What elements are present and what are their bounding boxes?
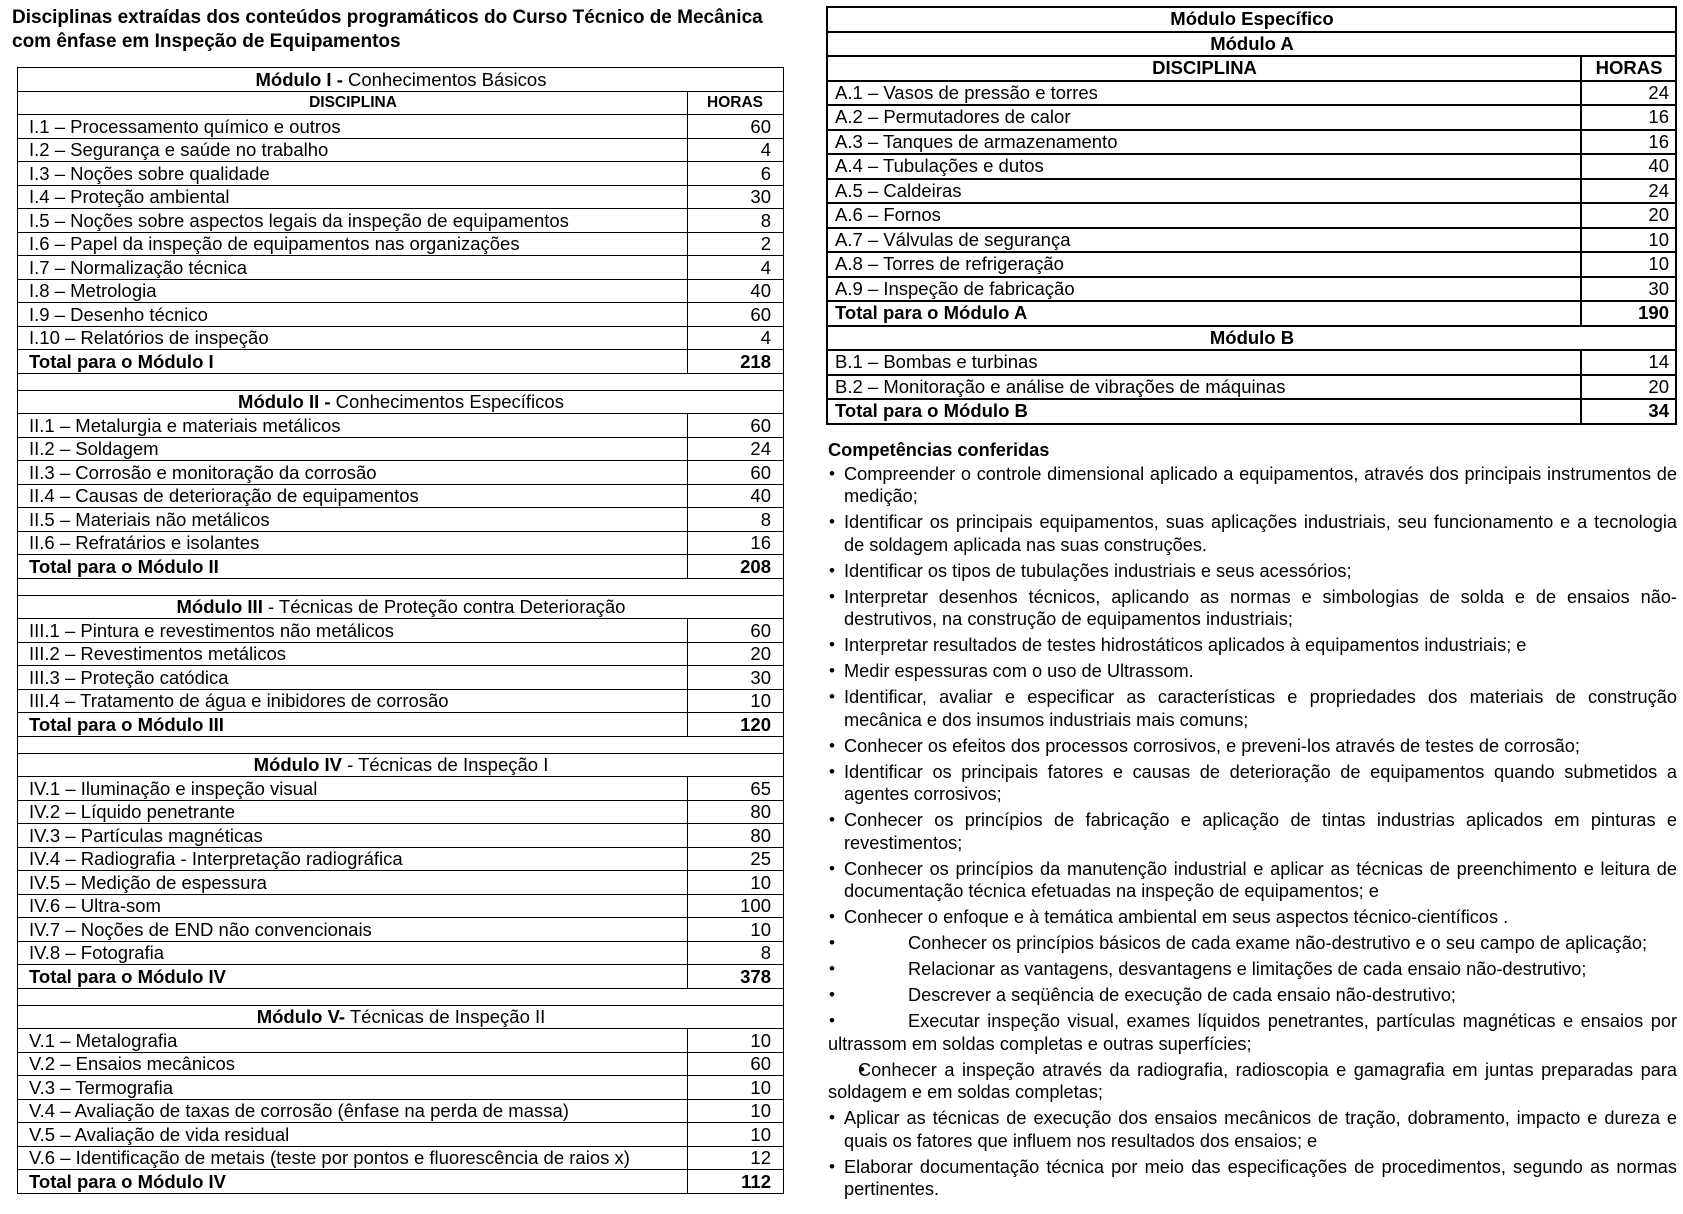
hours-cell: 80 — [688, 824, 784, 848]
discipline-cell: IV.7 – Noções de END não convencionais — [18, 918, 688, 942]
table-row — [827, 154, 1676, 179]
discipline-cell: V.4 – Avaliação de taxas de corrosão (ênfase na perda de massa) — [18, 1099, 688, 1123]
total-row — [18, 713, 784, 737]
column-header-discipline: DISCIPLINA — [827, 56, 1581, 81]
table-row — [827, 375, 1676, 400]
total-hours: 218 — [688, 350, 784, 374]
table-row — [18, 642, 784, 666]
table-row — [18, 918, 784, 942]
discipline-cell: IV.1 – Iluminação e inspeção visual — [18, 777, 688, 801]
module-a-header — [827, 32, 1676, 57]
hours-cell: 60 — [688, 619, 784, 643]
competencies-title: Competências conferidas — [828, 440, 1050, 460]
hours-cell: 20 — [1581, 375, 1676, 400]
discipline-cell: V.2 – Ensaios mecânicos — [18, 1052, 688, 1076]
table-row — [18, 508, 784, 532]
competency-item: • Aplicar as técnicas de execução dos ensaios mecânicos de tração, dobramento, impacto e dureza e quais os fatores que influem nos resultados dos ensaios; e — [828, 1107, 1677, 1152]
column-header-hours: HORAS — [688, 91, 784, 115]
table-row — [827, 130, 1676, 155]
hours-cell: 60 — [688, 461, 784, 485]
discipline-cell: A.3 – Tanques de armazenamento — [827, 130, 1581, 155]
discipline-cell: II.6 – Refratários e isolantes — [18, 531, 688, 555]
module-header — [18, 390, 784, 414]
table-row — [18, 1123, 784, 1147]
hours-cell: 14 — [1581, 350, 1676, 375]
discipline-cell: II.3 – Corrosão e monitoração da corrosão — [18, 461, 688, 485]
total-label: Total para o Módulo II — [18, 555, 688, 579]
table-row — [18, 1099, 784, 1123]
module-title — [18, 1005, 784, 1029]
discipline-cell: II.2 – Soldagem — [18, 437, 688, 461]
table-row — [18, 777, 784, 801]
hours-cell: 10 — [688, 918, 784, 942]
competency-item: • Identificar, avaliar e especificar as características e propriedades dos materiais de construção mecânica e dos insumos industriais mais comuns; — [828, 686, 1677, 731]
table-row — [18, 303, 784, 327]
hours-cell: 20 — [1581, 203, 1676, 228]
table-row — [18, 894, 784, 918]
module-subtitle: Técnicas de Inspeção II — [345, 1006, 546, 1028]
table-row — [18, 209, 784, 233]
total-row — [18, 350, 784, 374]
table-row — [827, 228, 1676, 253]
discipline-cell: I.2 – Segurança e saúde no trabalho — [18, 138, 688, 162]
hours-cell: 20 — [688, 642, 784, 666]
table-row — [18, 666, 784, 690]
total-label: Total para o Módulo III — [18, 713, 688, 737]
hours-cell: 40 — [1581, 154, 1676, 179]
hours-cell: 6 — [688, 162, 784, 186]
table-row — [18, 689, 784, 713]
competency-item: • Elaborar documentação técnica por meio das especificações de procedimentos, segundo as normas pertinentes. — [828, 1156, 1677, 1201]
module-spacer — [18, 736, 784, 753]
competency-item: • Medir espessuras com o uso de Ultrassom. — [828, 660, 1677, 683]
discipline-cell: I.4 – Proteção ambiental — [18, 185, 688, 209]
discipline-cell: I.10 – Relatórios de inspeção — [18, 326, 688, 350]
table-row — [827, 179, 1676, 204]
competency-item: • Conhecer os efeitos dos processos corrosivos, e preveni-los através de testes de corrosão; — [828, 735, 1677, 758]
discipline-cell: III.3 – Proteção catódica — [18, 666, 688, 690]
discipline-cell: A.1 – Vasos de pressão e torres — [827, 81, 1581, 106]
module-spacer — [18, 578, 784, 595]
discipline-cell: V.6 – Identificação de metais (teste por pontos e fluorescência de raios x) — [18, 1146, 688, 1170]
column-header-row — [18, 91, 784, 115]
discipline-cell: II.5 – Materiais não metálicos — [18, 508, 688, 532]
discipline-cell: A.9 – Inspeção de fabricação — [827, 277, 1581, 302]
competency-item: • Conhecer a inspeção através da radiografia, radioscopia e gamagrafia em juntas preparadas para soldagem e em soldas completas; — [828, 1059, 1677, 1104]
table-row — [18, 484, 784, 508]
hours-cell: 24 — [1581, 179, 1676, 204]
hours-cell: 10 — [1581, 228, 1676, 253]
discipline-cell: I.7 – Normalização técnica — [18, 256, 688, 280]
discipline-cell: A.8 – Torres de refrigeração — [827, 252, 1581, 277]
hours-cell: 65 — [688, 777, 784, 801]
column-header-discipline: DISCIPLINA — [18, 91, 688, 115]
table-row — [18, 326, 784, 350]
hours-cell: 60 — [688, 303, 784, 327]
discipline-cell: B.2 – Monitoração e análise de vibrações de máquinas — [827, 375, 1581, 400]
discipline-cell: I.5 – Noções sobre aspectos legais da inspeção de equipamentos — [18, 209, 688, 233]
total-hours: 120 — [688, 713, 784, 737]
table-row — [18, 871, 784, 895]
discipline-cell: V.1 – Metalografia — [18, 1029, 688, 1053]
total-row — [827, 301, 1676, 326]
table-row — [18, 138, 784, 162]
hours-cell: 40 — [688, 484, 784, 508]
competency-item: • Conhecer os princípios da manutenção industrial e aplicar as técnicas de preenchimento e leitura de documentação técnica efetuadas na inspeção de equipamentos; e — [828, 858, 1677, 903]
discipline-cell: IV.5 – Medição de espessura — [18, 871, 688, 895]
module-header — [18, 68, 784, 92]
discipline-cell: A.7 – Válvulas de segurança — [827, 228, 1581, 253]
hours-cell: 80 — [688, 800, 784, 824]
competencies-list — [828, 463, 1677, 1201]
module-subtitle: Conhecimentos Específicos — [330, 391, 564, 413]
table-row — [18, 437, 784, 461]
module-header — [18, 595, 784, 619]
competency-item: • Descrever a seqüência de execução de cada ensaio não-destrutivo; — [828, 984, 1677, 1007]
discipline-cell: III.1 – Pintura e revestimentos não metálicos — [18, 619, 688, 643]
hours-cell: 8 — [688, 209, 784, 233]
hours-cell: 60 — [688, 115, 784, 139]
discipline-cell: IV.8 – Fotografia — [18, 941, 688, 965]
module-spacer — [18, 988, 784, 1005]
column-header-row — [827, 56, 1676, 81]
discipline-cell: IV.3 – Partículas magnéticas — [18, 824, 688, 848]
hours-cell: 8 — [688, 941, 784, 965]
hours-cell: 10 — [688, 1076, 784, 1100]
module-name: Módulo II - — [238, 391, 331, 413]
discipline-cell: A.6 – Fornos — [827, 203, 1581, 228]
discipline-cell: IV.2 – Líquido penetrante — [18, 800, 688, 824]
discipline-cell: I.1 – Processamento químico e outros — [18, 115, 688, 139]
hours-cell: 10 — [688, 1099, 784, 1123]
hours-cell: 16 — [1581, 105, 1676, 130]
discipline-cell: B.1 – Bombas e turbinas — [827, 350, 1581, 375]
competency-item: • Conhecer os princípios de fabricação e aplicação de tintas industrias aplicados em pinturas e revestimentos; — [828, 809, 1677, 854]
table-row — [18, 256, 784, 280]
discipline-cell: A.4 – Tubulações e dutos — [827, 154, 1581, 179]
table-row — [18, 1029, 784, 1053]
module-name: Módulo V- — [256, 1006, 346, 1028]
competency-item: • Conhecer os princípios básicos de cada exame não-destrutivo e o seu campo de aplicação; — [828, 932, 1677, 955]
hours-cell: 30 — [1581, 277, 1676, 302]
specific-module-header-label: Módulo Específico — [827, 7, 1676, 32]
table-row — [18, 185, 784, 209]
hours-cell: 4 — [688, 256, 784, 280]
title-line-1: Disciplinas extraídas dos conteúdos programáticos do Curso Técnico de Mecânica — [12, 7, 763, 28]
table-row — [827, 105, 1676, 130]
table-row — [827, 277, 1676, 302]
module-b-header — [827, 326, 1676, 351]
total-hours: 208 — [688, 555, 784, 579]
hours-cell: 10 — [1581, 252, 1676, 277]
module-header — [18, 1005, 784, 1029]
total-hours: 112 — [688, 1170, 784, 1194]
table-row — [18, 941, 784, 965]
total-row — [827, 399, 1676, 424]
module-subtitle: - Técnicas de Proteção contra Deterioração — [262, 596, 626, 618]
module-title — [18, 390, 784, 414]
table-row — [18, 162, 784, 186]
hours-cell: 24 — [1581, 81, 1676, 106]
table-row — [827, 252, 1676, 277]
hours-cell: 12 — [688, 1146, 784, 1170]
competency-item: • Conhecer o enfoque e à temática ambiental em seus aspectos técnico-científicos . — [828, 906, 1677, 929]
module-title — [18, 595, 784, 619]
hours-cell: 30 — [688, 185, 784, 209]
competency-item: • Identificar os principais equipamentos, suas aplicações industriais, seu funcionamento e a tecnologia de soldagem aplicada nas suas construções. — [828, 511, 1677, 556]
hours-cell: 4 — [688, 326, 784, 350]
module-b-header-label: Módulo B — [827, 326, 1676, 351]
module-name: Módulo III — [176, 596, 263, 618]
total-hours: 378 — [688, 965, 784, 989]
table-row — [18, 619, 784, 643]
competency-item: • Relacionar as vantagens, desvantagens e limitações de cada ensaio não-destrutivo; — [828, 958, 1677, 981]
discipline-cell: A.2 – Permutadores de calor — [827, 105, 1581, 130]
discipline-cell: III.4 – Tratamento de água e inibidores de corrosão — [18, 689, 688, 713]
hours-cell: 10 — [688, 1029, 784, 1053]
discipline-cell: I.3 – Noções sobre qualidade — [18, 162, 688, 186]
hours-cell: 25 — [688, 847, 784, 871]
table-row — [18, 800, 784, 824]
table-row — [18, 1052, 784, 1076]
discipline-cell: I.6 – Papel da inspeção de equipamentos nas organizações — [18, 232, 688, 256]
discipline-cell: IV.4 – Radiografia - Interpretação radiográfica — [18, 847, 688, 871]
module-title — [18, 753, 784, 777]
table-row — [18, 414, 784, 438]
discipline-cell: I.9 – Desenho técnico — [18, 303, 688, 327]
hours-cell: 10 — [688, 1123, 784, 1147]
competency-item: • Executar inspeção visual, exames líquidos penetrantes, partículas magnéticas e ensaios por ultrassom em soldas completas e outras superfícies; — [828, 1010, 1677, 1055]
discipline-cell: IV.6 – Ultra-som — [18, 894, 688, 918]
competency-item: • Interpretar resultados de testes hidrostáticos aplicados à equipamentos industriais; e — [828, 634, 1677, 657]
hours-cell: 4 — [688, 138, 784, 162]
specific-module-table — [826, 6, 1677, 425]
hours-cell: 16 — [1581, 130, 1676, 155]
table-row — [18, 1146, 784, 1170]
competency-item: • Compreender o controle dimensional aplicado a equipamentos, através dos principais instrumentos de medição; — [828, 463, 1677, 508]
total-label: Total para o Módulo A — [827, 301, 1581, 326]
module-a-header-label: Módulo A — [827, 32, 1676, 57]
column-header-hours: HORAS — [1581, 56, 1676, 81]
total-label: Total para o Módulo IV — [18, 1170, 688, 1194]
total-hours: 190 — [1581, 301, 1676, 326]
discipline-cell: V.3 – Termografia — [18, 1076, 688, 1100]
module-name: Módulo IV — [253, 754, 342, 776]
competency-item: • Identificar os tipos de tubulações industriais e seus acessórios; — [828, 560, 1677, 583]
module-header — [18, 753, 784, 777]
hours-cell: 8 — [688, 508, 784, 532]
table-row — [18, 279, 784, 303]
module-spacer — [18, 373, 784, 390]
curriculum-table — [17, 67, 784, 1194]
table-row — [827, 81, 1676, 106]
table-row — [18, 531, 784, 555]
module-subtitle: - Técnicas de Inspeção I — [342, 754, 549, 776]
hours-cell: 60 — [688, 414, 784, 438]
discipline-cell: II.4 – Causas de deterioração de equipamentos — [18, 484, 688, 508]
hours-cell: 10 — [688, 871, 784, 895]
discipline-cell: II.1 – Metalurgia e materiais metálicos — [18, 414, 688, 438]
total-hours: 34 — [1581, 399, 1676, 424]
total-label: Total para o Módulo B — [827, 399, 1581, 424]
table-row — [18, 461, 784, 485]
module-name: Módulo I - — [255, 68, 343, 90]
table-row — [18, 824, 784, 848]
table-row — [18, 232, 784, 256]
table-row — [18, 115, 784, 139]
table-row — [18, 847, 784, 871]
document-title — [12, 6, 802, 54]
hours-cell: 10 — [688, 689, 784, 713]
hours-cell: 16 — [688, 531, 784, 555]
discipline-cell: V.5 – Avaliação de vida residual — [18, 1123, 688, 1147]
hours-cell: 30 — [688, 666, 784, 690]
discipline-cell: I.8 – Metrologia — [18, 279, 688, 303]
table-row — [827, 203, 1676, 228]
total-label: Total para o Módulo IV — [18, 965, 688, 989]
total-row — [18, 555, 784, 579]
hours-cell: 24 — [688, 437, 784, 461]
total-row — [18, 1170, 784, 1194]
hours-cell: 2 — [688, 232, 784, 256]
hours-cell: 60 — [688, 1052, 784, 1076]
discipline-cell: A.5 – Caldeiras — [827, 179, 1581, 204]
hours-cell: 40 — [688, 279, 784, 303]
total-row — [18, 965, 784, 989]
module-subtitle: Conhecimentos Básicos — [342, 68, 547, 90]
competencies-section — [828, 439, 1677, 1204]
table-row — [18, 1076, 784, 1100]
total-label: Total para o Módulo I — [18, 350, 688, 374]
competency-item: • Interpretar desenhos técnicos, aplicando as normas e simbologias de solda e de ensaios não-destrutivos, na construção de equipamentos industriais; — [828, 586, 1677, 631]
title-line-2: com ênfase em Inspeção de Equipamentos — [12, 31, 401, 52]
module-title — [18, 68, 784, 92]
hours-cell: 100 — [688, 894, 784, 918]
discipline-cell: III.2 – Revestimentos metálicos — [18, 642, 688, 666]
specific-module-header — [827, 7, 1676, 32]
table-row — [827, 350, 1676, 375]
competency-item: • Identificar os principais fatores e causas de deterioração de equipamentos quando submetidos a agentes corrosivos; — [828, 761, 1677, 806]
